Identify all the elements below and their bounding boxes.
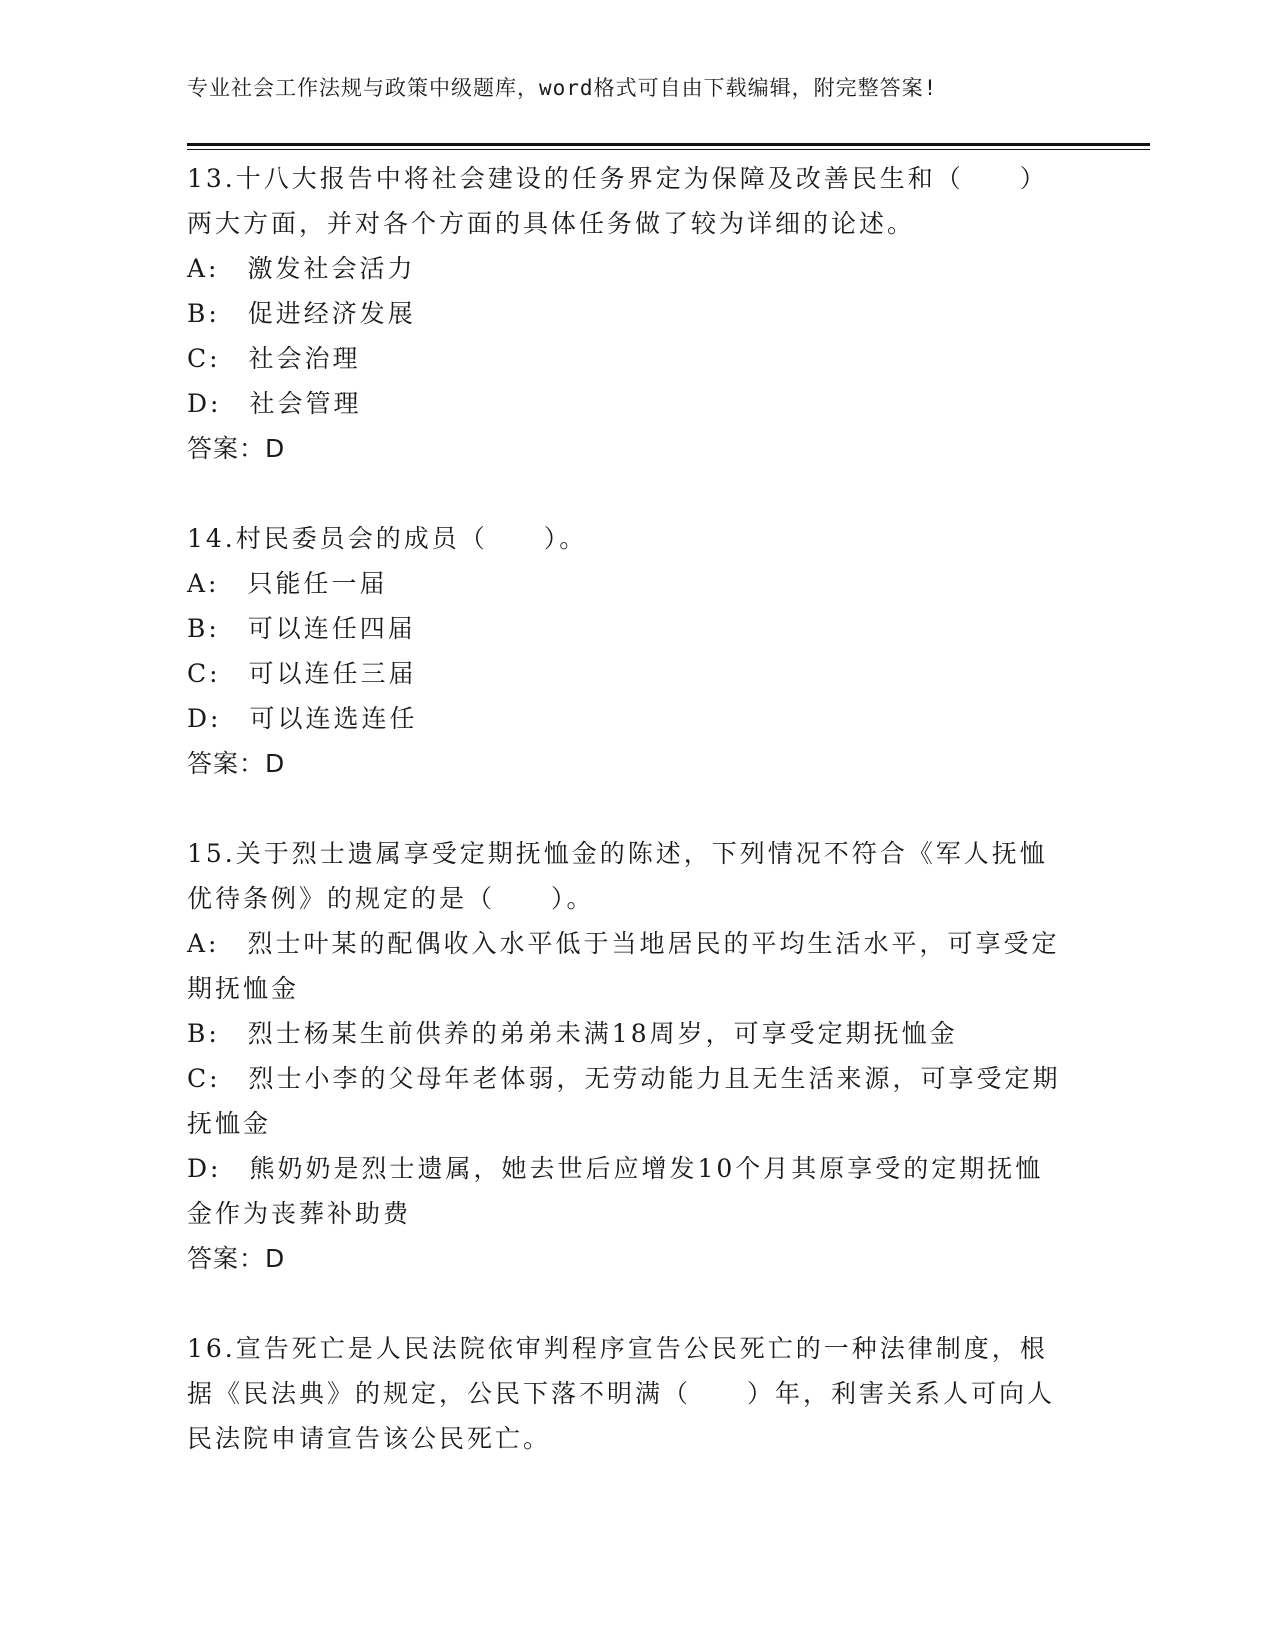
option-c-cont: 抚恤金	[187, 1109, 272, 1138]
answer: 答案：D	[187, 1244, 286, 1273]
question-14	[187, 516, 1087, 786]
option-c: C: 社会治理	[187, 344, 361, 373]
option-b: B: 烈士杨某生前供养的弟弟未满18周岁，可享受定期抚恤金	[187, 1019, 958, 1048]
header-rule-thick	[187, 143, 1150, 146]
spacer	[187, 1281, 1087, 1326]
spacer	[187, 786, 1087, 831]
option-d: D: 熊奶奶是烈士遗属，她去世后应增发10个月其原享受的定期抚恤	[187, 1154, 1044, 1183]
option-d: D: 可以连选连任	[187, 704, 418, 733]
question-stem: 13.十八大报告中将社会建设的任务界定为保障及改善民生和（ ）	[187, 164, 1048, 193]
page-header: 专业社会工作法规与政策中级题库，word格式可自由下载编辑，附完整答案!	[187, 76, 938, 100]
question-list	[187, 156, 1087, 1461]
answer: 答案：D	[187, 749, 286, 778]
answer: 答案：D	[187, 434, 286, 463]
option-d: D: 社会管理	[187, 389, 362, 418]
option-d-cont: 金作为丧葬补助费	[187, 1199, 412, 1228]
question-stem: 两大方面，并对各个方面的具体任务做了较为详细的论述。	[187, 209, 916, 238]
question-stem: 16.宣告死亡是人民法院依审判程序宣告公民死亡的一种法律制度，根	[187, 1334, 1048, 1363]
question-16	[187, 1326, 1087, 1461]
question-stem: 优待条例》的规定的是（ ）。	[187, 884, 595, 913]
spacer	[187, 471, 1087, 516]
question-15	[187, 831, 1087, 1281]
header-rule-thin	[187, 149, 1150, 150]
option-b: B: 促进经济发展	[187, 299, 416, 328]
option-a: A: 烈士叶某的配偶收入水平低于当地居民的平均生活水平，可享受定	[187, 929, 1060, 958]
option-a-cont: 期抚恤金	[187, 974, 300, 1003]
question-stem: 据《民法典》的规定，公民下落不明满（ ）年，利害关系人可向人	[187, 1379, 1056, 1408]
option-a: A: 激发社会活力	[187, 254, 416, 283]
question-stem: 15.关于烈士遗属享受定期抚恤金的陈述，下列情况不符合《军人抚恤	[187, 839, 1048, 868]
option-a: A: 只能任一届	[187, 569, 388, 598]
option-c: C: 烈士小李的父母年老体弱，无劳动能力且无生活来源，可享受定期	[187, 1064, 1061, 1093]
question-13	[187, 156, 1087, 471]
option-c: C: 可以连任三届	[187, 659, 417, 688]
question-stem: 民法院申请宣告该公民死亡。	[187, 1424, 552, 1453]
option-b: B: 可以连任四届	[187, 614, 416, 643]
question-stem: 14.村民委员会的成员（ ）。	[187, 524, 588, 553]
